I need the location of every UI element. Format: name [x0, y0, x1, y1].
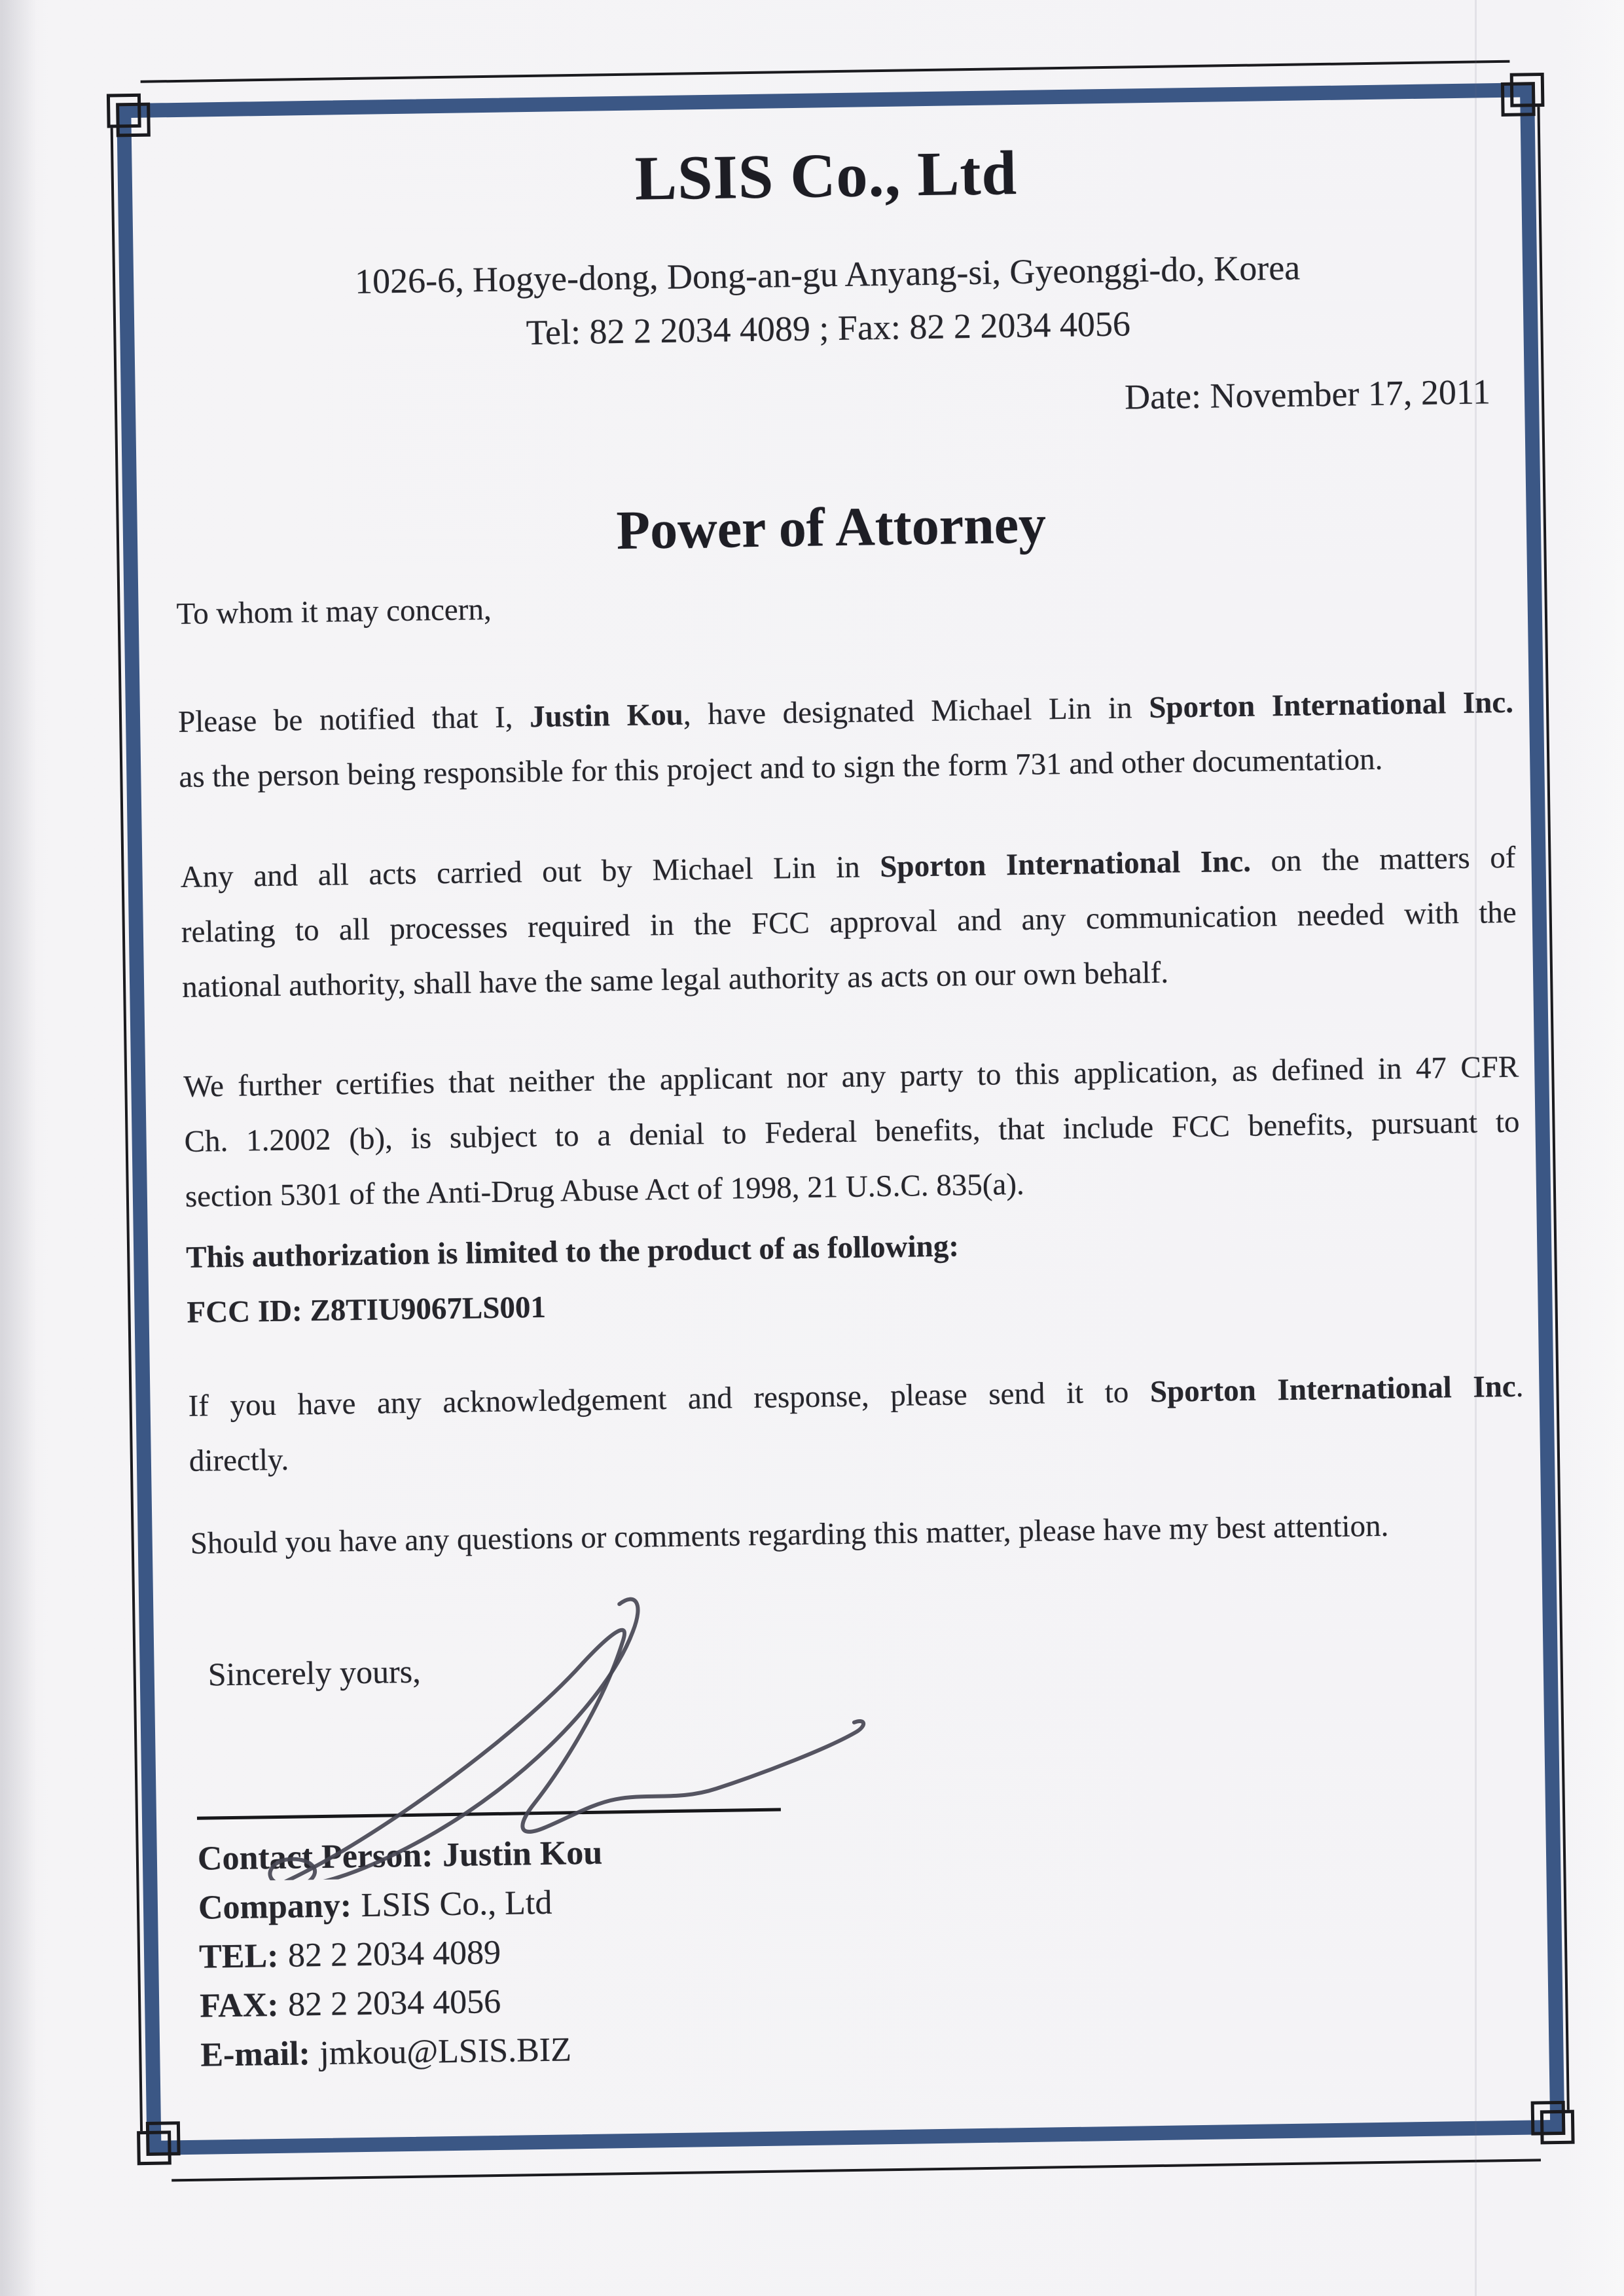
contact-value: LSIS Co., Ltd [361, 1884, 552, 1925]
body-line: Ch. 1.2002 (b), is subject to a denial to Federal benefits, that include FCC benefits, pursuant to [184, 1104, 1520, 1159]
body-paragraph [178, 675, 1515, 805]
company-address: 1026-6, Hogye-dong, Dong-an-gu Anyang-si, Gyeonggi-do, Korea [354, 247, 1301, 301]
contact-label: Company: [198, 1887, 352, 1927]
contact-value: 82 2 2034 4089 [287, 1933, 501, 1975]
contact-value: Justin Kou [442, 1834, 603, 1874]
body-line: section 5301 of the Anti-Drug Abuse Act of 1998, 21 U.S.C. 835(a). [185, 1167, 1025, 1214]
company-tel-fax: Tel: 82 2 2034 4089 ; Fax: 82 2 2034 4056 [526, 304, 1131, 353]
body-line: directly. [189, 1442, 289, 1478]
body-paragraph [188, 1359, 1525, 1489]
contact-label: E-mail: [200, 2035, 311, 2074]
body-line: This authorization is limited to the product of as following: [185, 1229, 960, 1275]
signature-scribble [206, 1590, 871, 1882]
contact-line [199, 1927, 604, 1982]
body-line: We further certifies that neither the applicant nor any party to this application, as defined in 47 CFR [183, 1049, 1519, 1104]
date-line: Date: November 17, 2011 [1124, 372, 1491, 417]
contact-value: 82 2 2034 4056 [287, 1982, 501, 2024]
contact-line [200, 1976, 605, 2031]
contact-line [200, 2025, 605, 2080]
body-line: Should you have any questions or comments regarding this matter, please have my best attention. [190, 1508, 1389, 1561]
closing: Sincerely yours, [208, 1652, 422, 1693]
body-line: FCC ID: Z8TIU9067LS001 [187, 1290, 547, 1330]
salutation: To whom it may concern, [176, 592, 492, 632]
contact-label: Contact Person: [197, 1836, 433, 1878]
contact-line [198, 1878, 603, 1933]
company-name: LSIS Co., Ltd [634, 137, 1018, 213]
contact-label: TEL: [198, 1937, 279, 1976]
body-paragraph [180, 830, 1518, 1015]
body-line: If you have any acknowledgement and response, please send it to Sporton International Inc. [188, 1369, 1524, 1423]
signature-stroke-main [266, 1599, 641, 1882]
body-paragraph [186, 1211, 1523, 1340]
body-paragraph [183, 1040, 1521, 1224]
body-line: relating to all processes required in the FCC approval and any communication needed with the [181, 895, 1517, 949]
scan-crease [1475, 0, 1477, 2296]
scan-edge-shade [0, 0, 37, 2296]
contact-value: jmkou@LSIS.BIZ [319, 2031, 572, 2073]
document-title: Power of Attorney [616, 494, 1047, 562]
contact-label: FAX: [199, 1986, 279, 2025]
signature-stroke-tail [282, 1626, 866, 1881]
body-line: as the person being responsible for this project and to sign the form 731 and other documentation. [179, 742, 1383, 795]
body-line: Any and all acts carried out by Michael Lin in Sporton International Inc. on the matters of [180, 840, 1516, 895]
body-line: Please be notified that I, Justin Kou, have designated Michael Lin in Sporton International Inc. [177, 685, 1514, 740]
body-line: national authority, shall have the same legal authority as acts on our own behalf. [181, 955, 1169, 1004]
body-paragraph [190, 1497, 1526, 1571]
